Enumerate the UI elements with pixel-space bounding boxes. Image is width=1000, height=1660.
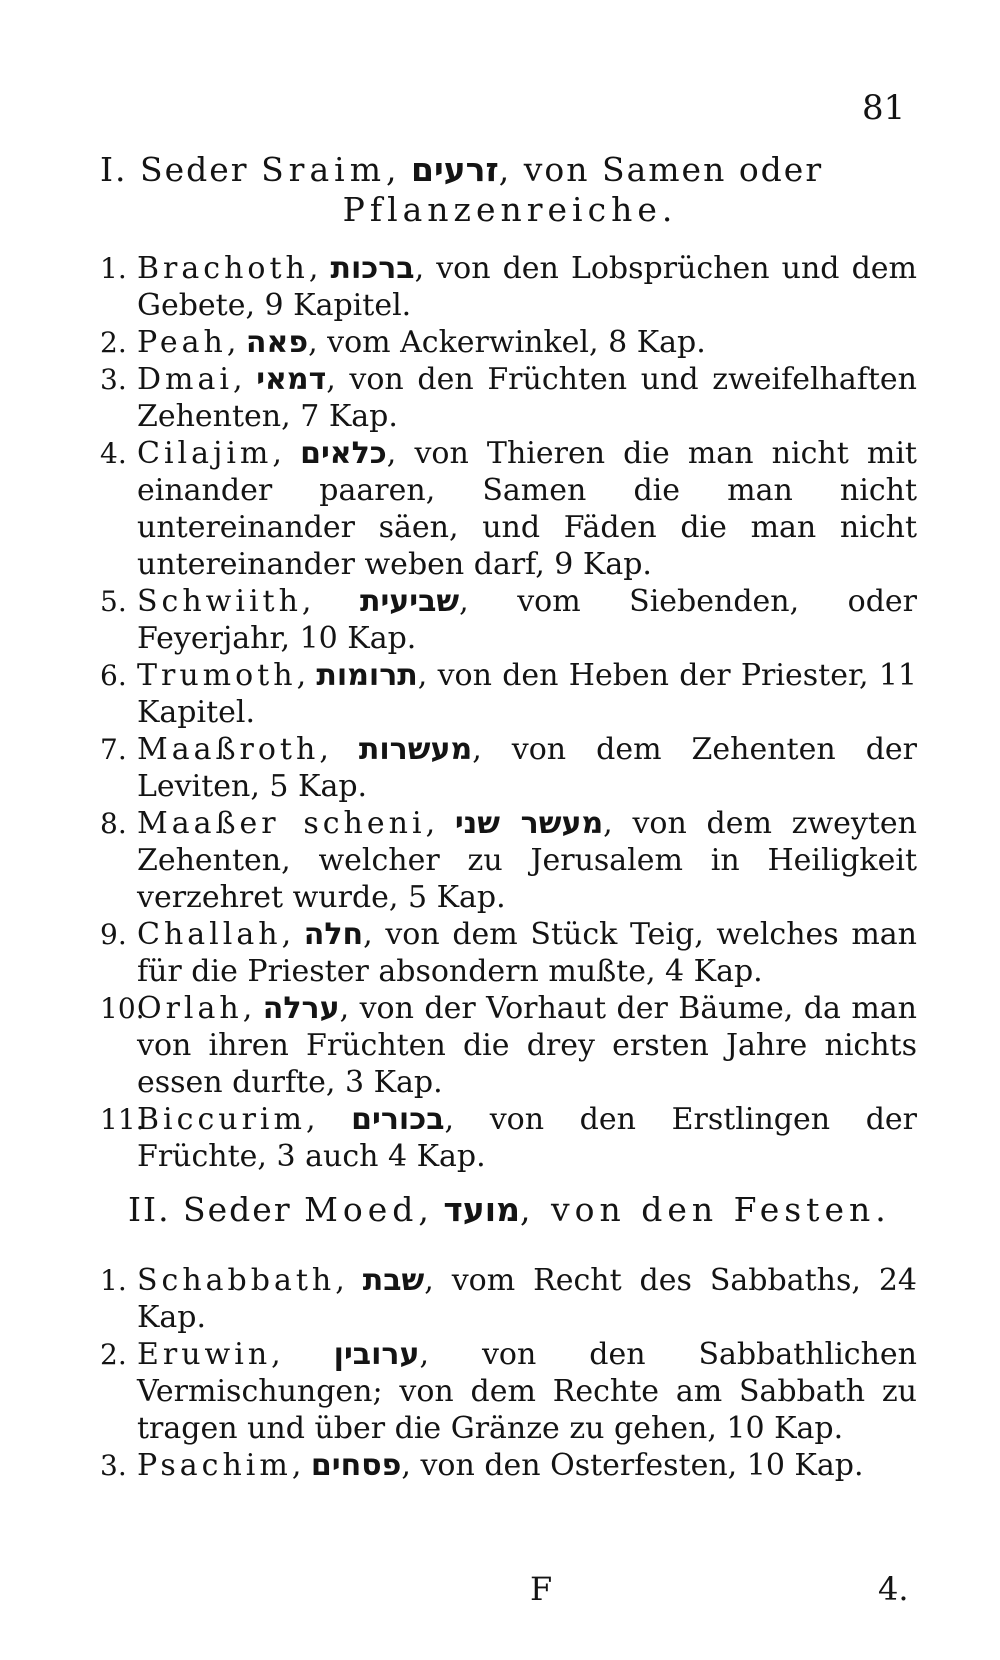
entry-tractate-name: Biccurim [137, 1102, 306, 1137]
entry-hebrew-name: שביעית [359, 584, 460, 619]
entry-separator: , [335, 1263, 363, 1298]
entry-description: , von den Erstlingen der Früchte, 3 auch 4 Kap. [137, 1102, 917, 1174]
entry-number: 1. [100, 1264, 127, 1297]
entry-description: , vom Siebenden, oder Feyerjahr, 10 Kap. [137, 584, 917, 656]
list-item [100, 250, 917, 324]
heading-prefix: II. Seder [128, 1190, 305, 1229]
entry-tractate-name: Orlah [137, 991, 243, 1026]
entry-hebrew-name: ערלה [262, 991, 340, 1026]
heading-hebrew: זרעים [410, 150, 499, 189]
entry-number: 4. [100, 437, 127, 470]
entry-number: 5. [100, 585, 127, 618]
entry-description: , von den Heben der Priester, 11 Kapitel. [137, 658, 917, 730]
entry-number: 2. [100, 1338, 127, 1371]
entry-separator: , [319, 732, 359, 767]
entry-separator: , [281, 917, 304, 952]
entry-separator: , [232, 362, 257, 397]
catchword: 4. [878, 1570, 909, 1608]
list-item [100, 361, 917, 435]
section-heading-seder-moed: II. Seder Moed, מועד, von den Festen. [128, 1190, 891, 1229]
entry-hebrew-name: ערובין [333, 1337, 420, 1372]
entry-tractate-name: Schabbath [137, 1263, 336, 1298]
list-item [100, 990, 917, 1101]
entry-separator: , [291, 1448, 311, 1483]
entry-number: 7. [100, 733, 127, 766]
entry-separator: , [425, 806, 455, 841]
list-item [100, 324, 917, 361]
entry-separator: , [242, 991, 263, 1026]
list-item [100, 731, 918, 805]
entry-tractate-name: Schwiith [137, 584, 302, 619]
entry-separator: , [305, 1102, 352, 1137]
entry-tractate-name: Eruwin [137, 1337, 272, 1372]
entry-hebrew-name: מעשרות [358, 732, 473, 767]
entry-separator: , [271, 1337, 334, 1372]
entry-hebrew-name: מעשר שני [454, 806, 604, 841]
list-item [100, 657, 917, 731]
entry-tractate-name: Dmai [137, 362, 233, 397]
entry-description: , von den Osterfesten, 10 Kap. [401, 1448, 864, 1483]
entry-hebrew-name: שבת [362, 1263, 425, 1298]
entry-number: 10. [100, 992, 145, 1025]
entry-hebrew-name: פאה [245, 325, 309, 360]
list-item [100, 916, 917, 990]
heading-suffix: , von den Festen. [520, 1190, 891, 1229]
entry-tractate-name: Brachoth [137, 251, 309, 286]
section-heading-seder-sraim [100, 150, 920, 230]
entry-description: , vom Recht des Sabbaths, 24 Kap. [137, 1263, 917, 1335]
list-item [100, 1262, 917, 1336]
entry-description: , von Thieren die man nicht mit einander paaren, Samen die man nicht untereinander säen, und Fäden die man nicht untereinander weben darf, 9 Kap. [137, 436, 917, 582]
entry-number: 11. [100, 1103, 145, 1136]
list-item [100, 583, 917, 657]
entry-description: , von den Lobsprüchen und dem Gebete, 9 Kapitel. [137, 251, 917, 323]
list-item [100, 435, 917, 583]
entry-number: 3. [100, 1449, 127, 1482]
entry-separator: , [308, 251, 331, 286]
entry-tractate-name: Maaßroth [137, 732, 320, 767]
heading-tractate-name: Moed [304, 1190, 419, 1229]
section-1-entry-list [100, 250, 918, 1175]
list-item [100, 1101, 917, 1175]
entry-description: , von der Vorhaut der Bäume, da man von ihren Früchten die drey ersten Jahre nichts essen durfte, 3 Kap. [137, 991, 917, 1100]
entry-tractate-name: Challah [137, 917, 282, 952]
entry-hebrew-name: חלה [303, 917, 364, 952]
entry-hebrew-name: בכורים [351, 1102, 445, 1137]
entry-hebrew-name: פסחים [310, 1448, 402, 1483]
entry-number: 2. [100, 326, 127, 359]
printer-signature-mark: F [530, 1570, 553, 1608]
entry-hebrew-name: דמאי [256, 362, 327, 397]
list-item [100, 1336, 917, 1447]
entry-description: , von den Früchten und zweifelhaften Zehenten, 7 Kap. [137, 362, 917, 434]
entry-tractate-name: Psachim [137, 1448, 292, 1483]
entry-number: 3. [100, 363, 127, 396]
heading-tractate-name: Sraim [261, 150, 386, 189]
list-item [100, 1447, 917, 1484]
section-heading-line-1: I. Seder Sraim, זרעים, von Samen oder [100, 150, 824, 189]
heading-hebrew: מועד [443, 1190, 520, 1229]
entry-description: , vom Ackerwinkel, 8 Kap. [308, 325, 706, 360]
entry-hebrew-name: כלאים [300, 436, 387, 471]
entry-separator: , [272, 436, 301, 471]
entry-number: 9. [100, 918, 127, 951]
heading-suffix: , von Samen oder [498, 150, 824, 189]
entry-separator: , [296, 658, 317, 693]
section-heading-line-2: Pflanzenreiche. [342, 190, 678, 229]
entry-description: , von dem zweyten Zehenten, welcher zu Jerusalem in Heiligkeit verzehret wurde, 5 Kap. [137, 806, 917, 915]
entry-separator: , [301, 584, 360, 619]
list-item [100, 805, 917, 916]
entry-description: , von dem Stück Teig, welches man für die Priester absondern mußte, 4 Kap. [137, 917, 917, 989]
section-2-entry-list [100, 1262, 917, 1484]
entry-description: , von den Sabbathlichen Vermischungen; von dem Rechte am Sabbath zu tragen und über die Gränze zu gehen, 10 Kap. [137, 1337, 917, 1446]
entry-number: 6. [100, 659, 127, 692]
entry-tractate-name: Cilajim [137, 436, 273, 471]
entry-tractate-name: Maaßer scheni [137, 806, 426, 841]
entry-hebrew-name: ברכות [330, 251, 415, 286]
entry-hebrew-name: תרומות [316, 658, 418, 693]
heading-prefix: I. Seder [100, 150, 262, 189]
entry-number: 1. [100, 252, 127, 285]
entry-tractate-name: Trumoth [137, 658, 297, 693]
entry-description: , von dem Zehenten der Leviten, 5 Kap. [137, 732, 918, 804]
entry-number: 8. [100, 807, 127, 840]
entry-separator: , [226, 325, 246, 360]
entry-tractate-name: Peah [137, 325, 227, 360]
page-number: 81 [862, 88, 906, 128]
